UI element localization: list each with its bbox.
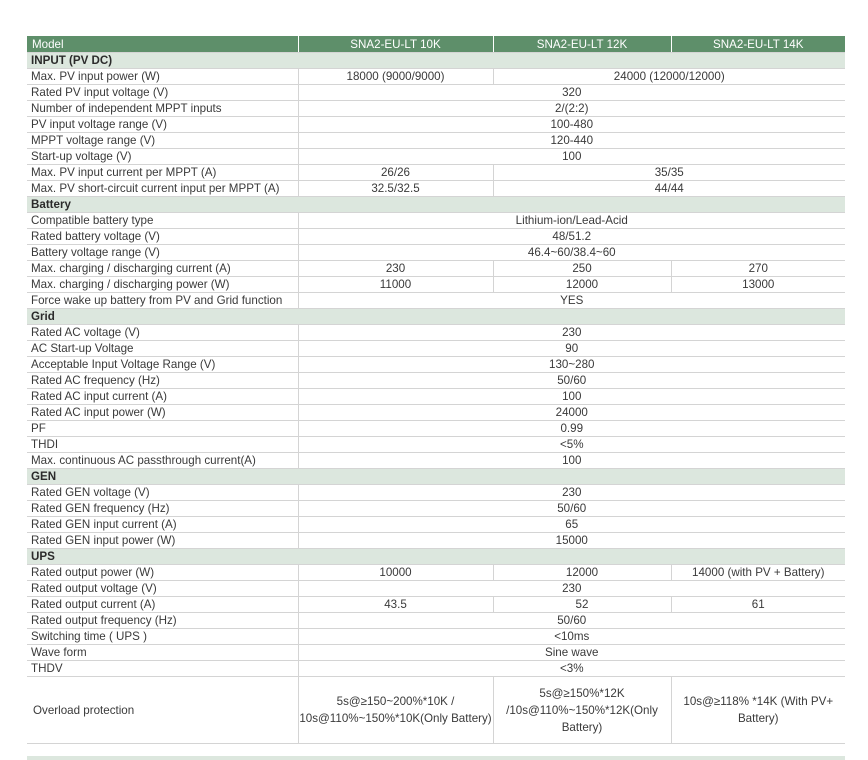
table-row [27,485,845,501]
row-value: 5s@≥150~200%*10K / 10s@110%~150%*10K(Only Battery) [298,677,493,744]
table-row [27,293,845,309]
row-value: 320 [298,85,845,101]
row-value: 250 [493,261,671,277]
row-value: 10000 [298,565,493,581]
table-row [27,69,845,85]
row-label: PF [27,421,298,437]
table-row [27,149,845,165]
row-label: Force wake up battery from PV and Grid function [27,293,298,309]
row-label: THDI [27,437,298,453]
row-label: Wave form [27,645,298,661]
row-label: THDV [27,661,298,677]
row-value: 43.5 [298,597,493,613]
row-value: 10s@≥118% *14K (With PV+ Battery) [671,677,845,744]
section-header [27,469,845,485]
section-header [27,197,845,213]
row-label: Rated GEN frequency (Hz) [27,501,298,517]
table-row [27,85,845,101]
row-value: 32.5/32.5 [298,181,493,197]
row-value: 14000 (with PV + Battery) [671,565,845,581]
row-value: 130~280 [298,357,845,373]
row-label: Acceptable Input Voltage Range (V) [27,357,298,373]
row-value: 230 [298,485,845,501]
row-value: 48/51.2 [298,229,845,245]
row-label: MPPT voltage range (V) [27,133,298,149]
row-label: PV input voltage range (V) [27,117,298,133]
section-title: Battery [27,197,845,213]
row-value: 15000 [298,533,845,549]
row-value: 50/60 [298,501,845,517]
row-value: 230 [298,325,845,341]
row-label: Max. PV input current per MPPT (A) [27,165,298,181]
table-row [27,613,845,629]
spec-body [27,53,845,744]
row-label: Max. charging / discharging power (W) [27,277,298,293]
row-value: 61 [671,597,845,613]
table-row [27,405,845,421]
table-row [27,533,845,549]
row-value: 50/60 [298,613,845,629]
model-12k: SNA2-EU-LT 12K [493,36,671,53]
row-value: 18000 (9000/9000) [298,69,493,85]
row-value: 100-480 [298,117,845,133]
row-label: Rated PV input voltage (V) [27,85,298,101]
row-label: Rated output frequency (Hz) [27,613,298,629]
row-value: 270 [671,261,845,277]
row-label: Start-up voltage (V) [27,149,298,165]
table-row [27,245,845,261]
row-value: 120-440 [298,133,845,149]
section-title: INPUT (PV DC) [27,53,845,69]
model-header-row [27,36,845,53]
row-label: Max. continuous AC passthrough current(A) [27,453,298,469]
table-row [27,325,845,341]
table-row [27,597,845,613]
row-value: 100 [298,453,845,469]
row-label: Overload protection [27,677,298,744]
row-label: Rated output power (W) [27,565,298,581]
section-title: UPS [27,549,845,565]
table-row [27,181,845,197]
row-label: Rated GEN input current (A) [27,517,298,533]
spec-sheet [27,36,845,744]
row-value: 230 [298,581,845,597]
row-value: 46.4~60/38.4~60 [298,245,845,261]
row-value: <3% [298,661,845,677]
table-row [27,261,845,277]
table-row [27,421,845,437]
table-row [27,661,845,677]
row-value: 12000 [493,565,671,581]
spec-table [27,36,845,744]
section-title: GEN [27,469,845,485]
table-row [27,165,845,181]
row-value: <10ms [298,629,845,645]
table-row [27,565,845,581]
section-header [27,309,845,325]
row-value: 65 [298,517,845,533]
table-row [27,133,845,149]
row-label: Rated AC input current (A) [27,389,298,405]
table-row [27,581,845,597]
table-row [27,517,845,533]
table-row [27,453,845,469]
row-value: 2/(2:2) [298,101,845,117]
table-row [27,501,845,517]
row-value: 90 [298,341,845,357]
table-row [27,629,845,645]
row-value: 0.99 [298,421,845,437]
row-value: 50/60 [298,373,845,389]
bottom-band [27,756,845,760]
row-value: 5s@≥150%*12K /10s@110%~150%*12K(Only Battery) [493,677,671,744]
table-row [27,117,845,133]
section-header [27,549,845,565]
row-value: Lithium-ion/Lead-Acid [298,213,845,229]
row-value: 35/35 [493,165,845,181]
row-value: 44/44 [493,181,845,197]
row-label: Rated AC voltage (V) [27,325,298,341]
model-10k: SNA2-EU-LT 10K [298,36,493,53]
table-row [27,677,845,744]
section-header [27,53,845,69]
row-label: Rated GEN voltage (V) [27,485,298,501]
row-value: <5% [298,437,845,453]
row-label: Max. charging / discharging current (A) [27,261,298,277]
section-title: Grid [27,309,845,325]
row-value: 26/26 [298,165,493,181]
table-row [27,277,845,293]
row-value: 13000 [671,277,845,293]
row-value: Sine wave [298,645,845,661]
model-14k: SNA2-EU-LT 14K [671,36,845,53]
row-label: Rated AC frequency (Hz) [27,373,298,389]
row-label: Rated GEN input power (W) [27,533,298,549]
table-row [27,101,845,117]
row-label: Rated battery voltage (V) [27,229,298,245]
table-row [27,373,845,389]
row-label: Rated output current (A) [27,597,298,613]
row-label: Compatible battery type [27,213,298,229]
row-value: 230 [298,261,493,277]
table-row [27,645,845,661]
table-row [27,229,845,245]
table-row [27,341,845,357]
row-value: 11000 [298,277,493,293]
row-value: 24000 (12000/12000) [493,69,845,85]
row-value: 52 [493,597,671,613]
row-label: AC Start-up Voltage [27,341,298,357]
row-label: Rated AC input power (W) [27,405,298,421]
table-row [27,437,845,453]
row-label: Max. PV input power (W) [27,69,298,85]
model-label: Model [27,36,298,53]
table-row [27,389,845,405]
row-label: Max. PV short-circuit current input per MPPT (A) [27,181,298,197]
table-row [27,357,845,373]
row-label: Switching time ( UPS ) [27,629,298,645]
row-value: 100 [298,149,845,165]
row-value: 100 [298,389,845,405]
row-label: Number of independent MPPT inputs [27,101,298,117]
table-row [27,213,845,229]
row-value: 12000 [493,277,671,293]
row-value: 24000 [298,405,845,421]
row-value: YES [298,293,845,309]
row-label: Battery voltage range (V) [27,245,298,261]
row-label: Rated output voltage (V) [27,581,298,597]
